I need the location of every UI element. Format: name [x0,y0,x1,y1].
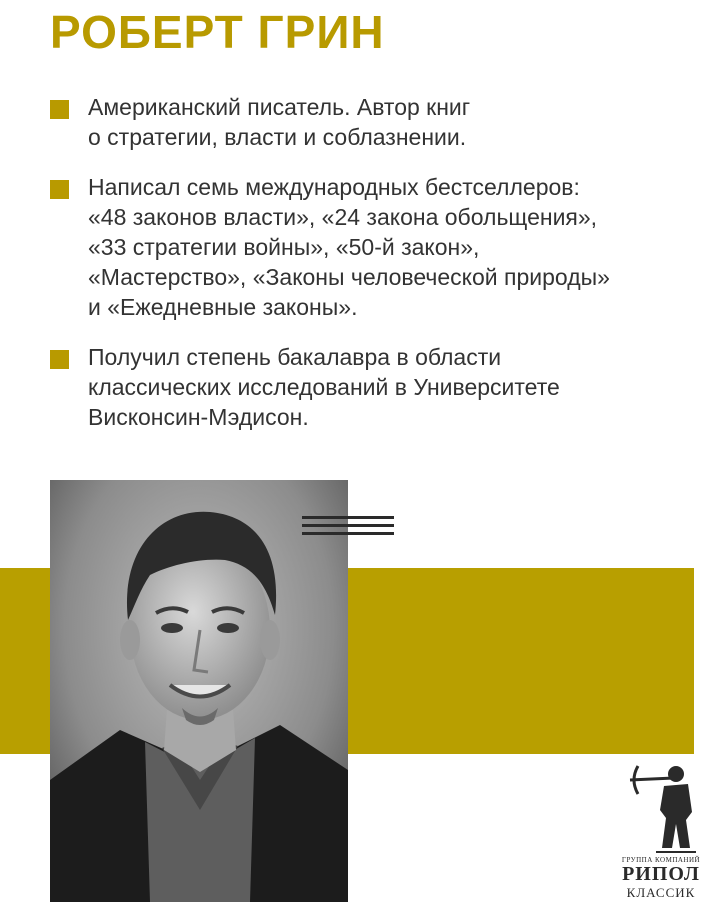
bullet-line: и «Ежедневные законы». [88,294,358,320]
bullet-line: Висконсин-Мэдисон. [88,404,309,430]
stripe-line [302,524,394,527]
bullet-line: «33 стратегии войны», «50-й закон», [88,234,480,260]
logo-caption-name: РИПОЛ [622,863,700,885]
crossbowman-icon [616,760,706,856]
bullet-line: Американский писатель. Автор книг [88,94,471,120]
bullet-item-bestsellers [50,172,700,322]
bullet-line: «48 законов власти», «24 закона обольщения», [88,204,598,230]
publisher-logo [616,760,706,902]
bullet-item-education [50,342,700,432]
author-portrait [50,480,348,902]
page-title: РОБЕРТ ГРИН [50,6,385,58]
bullet-square-icon [50,180,69,199]
bullet-line: «Мастерство», «Законы человеческой природы» [88,264,610,290]
bullet-square-icon [50,100,69,119]
bullet-line: о стратегии, власти и соблазнении. [88,124,467,150]
bullet-square-icon [50,350,69,369]
bullet-line: классических исследований в Университете [88,374,560,400]
logo-caption-small: ГРУППА КОМПАНИЙ [621,856,701,864]
bullet-list [50,92,700,452]
bullet-item-occupation [50,92,700,152]
decorative-stripes [302,516,394,536]
stripe-line [302,532,394,535]
portrait-illustration [50,480,348,902]
stripe-line [302,516,394,519]
bullet-line: Получил степень бакалавра в области [88,344,502,370]
bullet-line: Написал семь международных бестселлеров: [88,174,580,200]
logo-caption-sub: КЛАССИК [626,885,696,900]
